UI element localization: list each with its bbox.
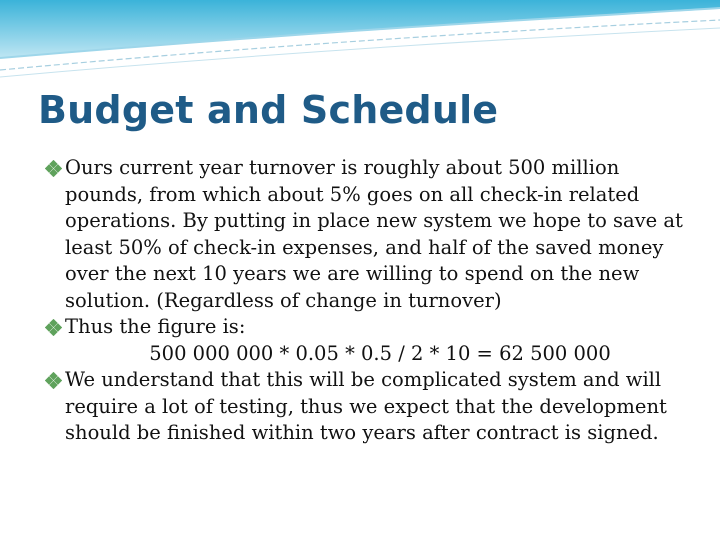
header-wave-decoration [0, 0, 720, 90]
formula-line: 500 000 000 * 0.05 * 0.5 / 2 * 10 = 62 500 000 [149, 341, 611, 365]
diamond-bullet-icon [45, 160, 62, 177]
bullet-item [45, 314, 695, 341]
bullet-text: We understand that this will be complicated system and will require a lot of testing, thus we expect that the development should be finished within two years after contract is signed. [65, 368, 667, 444]
bullet-item [45, 155, 695, 314]
bullet-item [45, 367, 695, 447]
bullet-text: Ours current year turnover is roughly about 500 million pounds, from which about 5% goes on all check-in related operations. By putting in place new system we hope to save at least 50% of check-in expenses, and half of the saved money over the next 10 years we are willing to spend on the new solution. (Regardless of change in turnover) [65, 156, 683, 312]
slide-content [45, 155, 695, 447]
diamond-bullet-icon [45, 372, 62, 389]
bullet-text: Thus the figure is: [65, 315, 246, 338]
diamond-bullet-icon [45, 319, 62, 336]
slide-title: Budget and Schedule [38, 88, 499, 132]
